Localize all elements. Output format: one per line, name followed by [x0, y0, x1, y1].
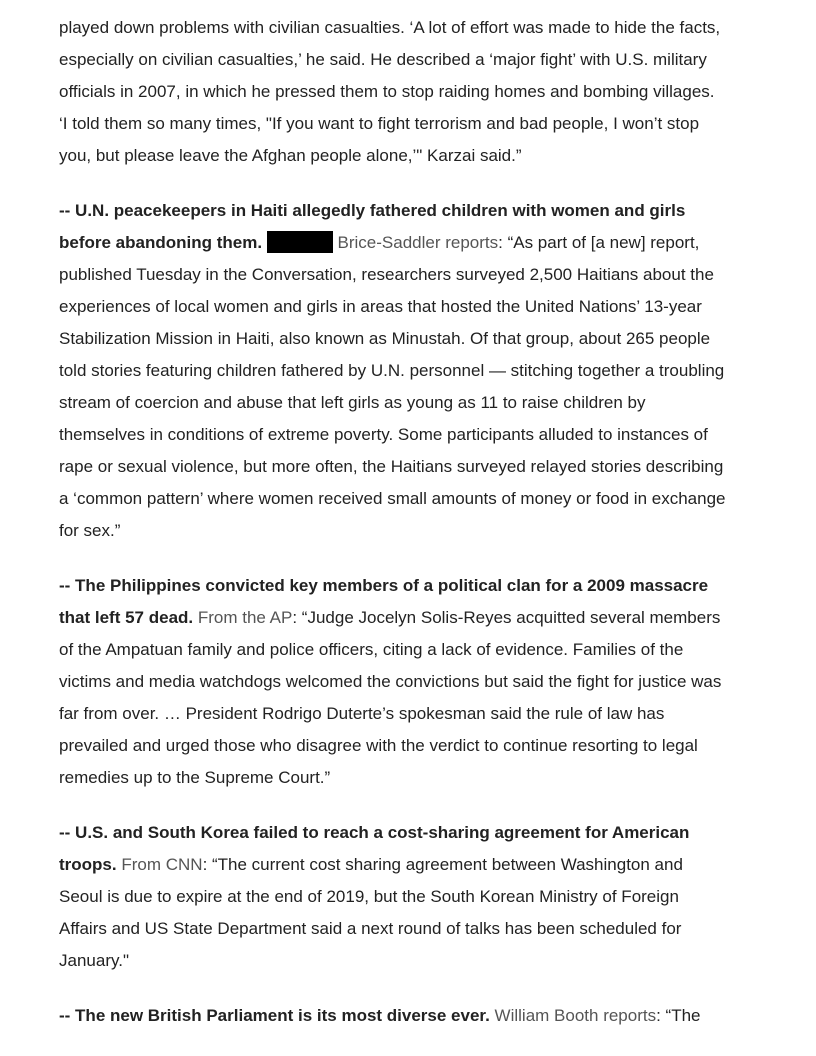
text-line — [59, 323, 779, 355]
body-text: Stabilization Mission in Haiti, also known as Minustah. Of that group, about 265 people — [59, 329, 711, 348]
text-line — [59, 881, 779, 913]
source-link[interactable]: From the AP — [193, 608, 293, 627]
text-line — [59, 730, 779, 762]
body-text: ‘I told them so many times, "If you want to fight terrorism and bad people, I won’t stop — [59, 114, 700, 133]
body-text: : “The — [656, 1006, 701, 1025]
body-text: officials in 2007, in which he pressed them to stop raiding homes and bombing villages. — [59, 82, 715, 101]
text-line — [59, 849, 779, 881]
text-line — [59, 698, 779, 730]
text-line — [59, 945, 779, 977]
body-text: told stories featuring children fathered by U.N. personnel — stitching together a troubling — [59, 361, 725, 380]
document-body — [59, 12, 779, 1055]
source-link[interactable]: William Booth reports — [489, 1006, 657, 1025]
body-text: of the Ampatuan family and police officers, citing a lack of evidence. Families of the — [59, 640, 684, 659]
body-text: far from over. … President Rodrigo Duterte’s spokesman said the rule of law has — [59, 704, 665, 723]
text-line — [59, 913, 779, 945]
body-text: stream of coercion and abuse that left girls as young as 11 to raise children by — [59, 393, 646, 412]
text-line — [59, 387, 779, 419]
body-text: published Tuesday in the Conversation, researchers surveyed 2,500 Haitians about the — [59, 265, 714, 284]
body-text: themselves in conditions of extreme poverty. Some participants alluded to instances of — [59, 425, 708, 444]
text-line — [59, 44, 779, 76]
source-link[interactable]: From CNN — [116, 855, 203, 874]
text-line — [59, 76, 779, 108]
text-line — [59, 195, 779, 227]
paragraph — [59, 12, 779, 172]
body-text: Seoul is due to expire at the end of 2019, but the South Korean Ministry of Foreign — [59, 887, 679, 906]
body-text: played down problems with civilian casualties. ‘A lot of effort was made to hide the facts, — [59, 18, 721, 37]
body-text: for sex.” — [59, 521, 121, 540]
body-text: experiences of local women and girls in areas that hosted the United Nations’ 13-year — [59, 297, 702, 316]
text-line — [59, 762, 779, 794]
headline-text: troops. — [59, 855, 117, 874]
body-text: victims and media watchdogs welcomed the convictions but said the fight for justice was — [59, 672, 722, 691]
text-line — [59, 419, 779, 451]
text-line — [59, 108, 779, 140]
body-text: remedies up to the Supreme Court.” — [59, 768, 331, 787]
body-text: rape or sexual violence, but more often, the Haitians surveyed relayed stories describing — [59, 457, 724, 476]
redacted-block — [267, 231, 333, 253]
text-line — [59, 602, 779, 634]
headline-text: -- The new British Parliament is its most diverse ever. — [59, 1006, 490, 1025]
source-link[interactable]: Brice-Saddler reports — [332, 233, 499, 252]
text-line — [59, 291, 779, 323]
body-text: you, but please leave the Afghan people alone,’" Karzai said.” — [59, 146, 522, 165]
headline-text: -- The Philippines convicted key members of a political clan for a 2009 massacre — [59, 576, 709, 595]
text-line — [59, 451, 779, 483]
headline-text: -- U.N. peacekeepers in Haiti allegedly fathered children with women and girls — [59, 201, 686, 220]
body-text: prevailed and urged those who disagree with the verdict to continue resorting to legal — [59, 736, 698, 755]
body-text: especially on civilian casualties,’ he said. He described a ‘major fight’ with U.S. military — [59, 50, 707, 69]
text-line — [59, 570, 779, 602]
text-line — [59, 227, 779, 259]
text-line — [59, 817, 779, 849]
body-text: Affairs and US State Department said a next round of talks has been scheduled for — [59, 919, 682, 938]
text-line — [59, 634, 779, 666]
paragraph — [59, 1000, 779, 1032]
text-line — [59, 666, 779, 698]
text-line — [59, 483, 779, 515]
body-text: January." — [59, 951, 129, 970]
headline-text: before abandoning them. — [59, 233, 263, 252]
paragraph — [59, 195, 779, 547]
paragraph — [59, 570, 779, 794]
text-line — [59, 1000, 779, 1032]
text-line — [59, 12, 779, 44]
headline-text: -- U.S. and South Korea failed to reach a cost-sharing agreement for American — [59, 823, 690, 842]
body-text: a ‘common pattern’ where women received small amounts of money or food in exchange — [59, 489, 726, 508]
text-line — [59, 515, 779, 547]
body-text: : “As part of [a new] report, — [498, 233, 700, 252]
body-text: : “The current cost sharing agreement between Washington and — [202, 855, 683, 874]
text-line — [59, 140, 779, 172]
paragraph — [59, 817, 779, 977]
text-line — [59, 259, 779, 291]
body-text: : “Judge Jocelyn Solis-Reyes acquitted several members — [292, 608, 721, 627]
text-line — [59, 355, 779, 387]
headline-text: that left 57 dead. — [59, 608, 194, 627]
